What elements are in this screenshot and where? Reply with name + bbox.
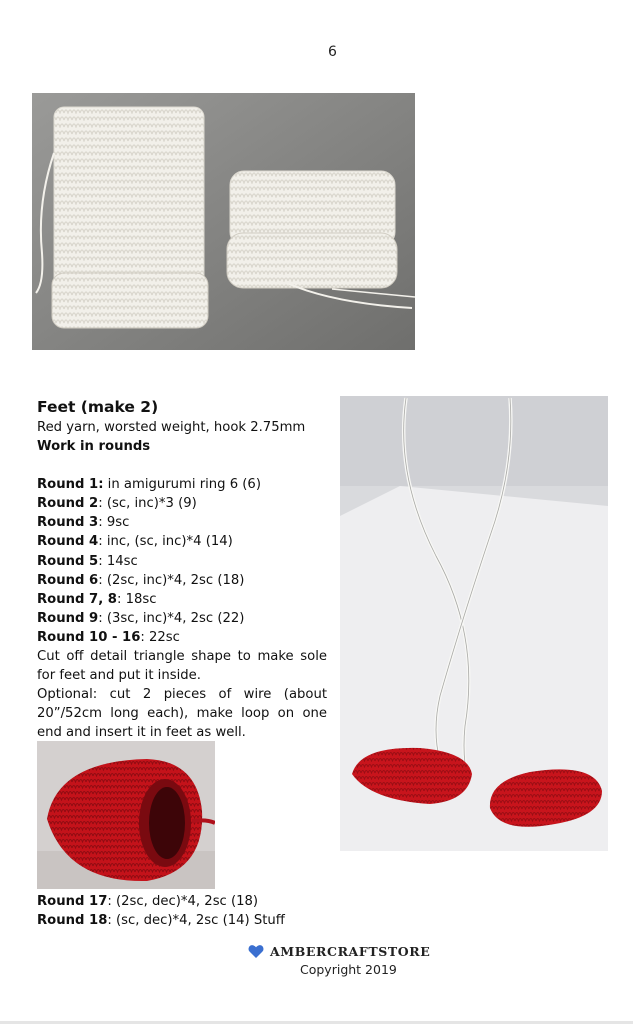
round-line: [37, 609, 327, 628]
yarn-spec: Red yarn, worsted weight, hook 2.75mm: [37, 420, 306, 435]
round-line: [37, 571, 327, 590]
round-instruction: : (2sc, dec)*4, 2sc (18): [107, 894, 259, 909]
section-title: Feet (make 2): [37, 398, 159, 416]
cut-sole-instruction: Cut off detail triangle shape to make sole for feet and put it inside.: [37, 649, 327, 684]
round-label: Round 17: [37, 894, 108, 909]
round-label: Round 10 - 16: [37, 629, 141, 645]
brand-name: AMBERCRAFTSTORE: [270, 944, 431, 959]
feet-pattern-text: [37, 396, 327, 743]
brand-footer: [248, 944, 430, 959]
round-label: Round 9: [37, 610, 99, 626]
photo-red-foot-opening: [37, 741, 215, 889]
round-instruction: : 22sc: [140, 629, 180, 645]
copyright-text: Copyright 2019: [300, 962, 397, 977]
round-line: [37, 532, 327, 551]
round-instruction: : (sc, inc)*3 (9): [98, 496, 197, 512]
round-label: Round 1:: [37, 477, 104, 493]
round-label: Round 2: [37, 496, 99, 512]
round-line: [37, 552, 327, 571]
heart-icon: [248, 944, 264, 959]
round-instruction: : 9sc: [98, 515, 130, 531]
round-line: [37, 911, 337, 930]
round-label: Round 4: [37, 534, 99, 550]
round-instruction: : (2sc, inc)*4, 2sc (18): [98, 572, 245, 588]
round-instruction: : 18sc: [116, 591, 157, 607]
round-line: [37, 475, 327, 494]
round-label: Round 7, 8: [37, 591, 117, 607]
round-label: Round 6: [37, 572, 99, 588]
rounds-list: [37, 475, 327, 647]
round-line: [37, 590, 327, 609]
round-instruction: : 14sc: [98, 553, 138, 569]
round-label: Round 5: [37, 553, 99, 569]
work-mode: Work in rounds: [37, 439, 151, 455]
round-instruction: : inc, (sc, inc)*4 (14): [98, 534, 233, 550]
round-instruction: in amigurumi ring 6 (6): [103, 477, 261, 493]
photo-red-feet-with-wire: [340, 396, 608, 851]
round-line: [37, 628, 327, 647]
photo-white-crochet-pieces: [32, 93, 415, 350]
round-line: [37, 494, 327, 513]
round-label: Round 18: [37, 913, 108, 929]
optional-wire-instruction: Optional: cut 2 pieces of wire (about 20”/52cm long each), make loop on one end and insert it in feet as well.: [37, 687, 327, 741]
round-line: [37, 513, 327, 532]
page-number: 6: [328, 44, 337, 60]
round-instruction: : (3sc, inc)*4, 2sc (22): [98, 610, 245, 626]
round-label: Round 3: [37, 515, 99, 531]
round-line: [37, 892, 337, 911]
round-instruction: : (sc, dec)*4, 2sc (14) Stuff: [107, 913, 285, 929]
rounds-after-list: [37, 892, 337, 930]
